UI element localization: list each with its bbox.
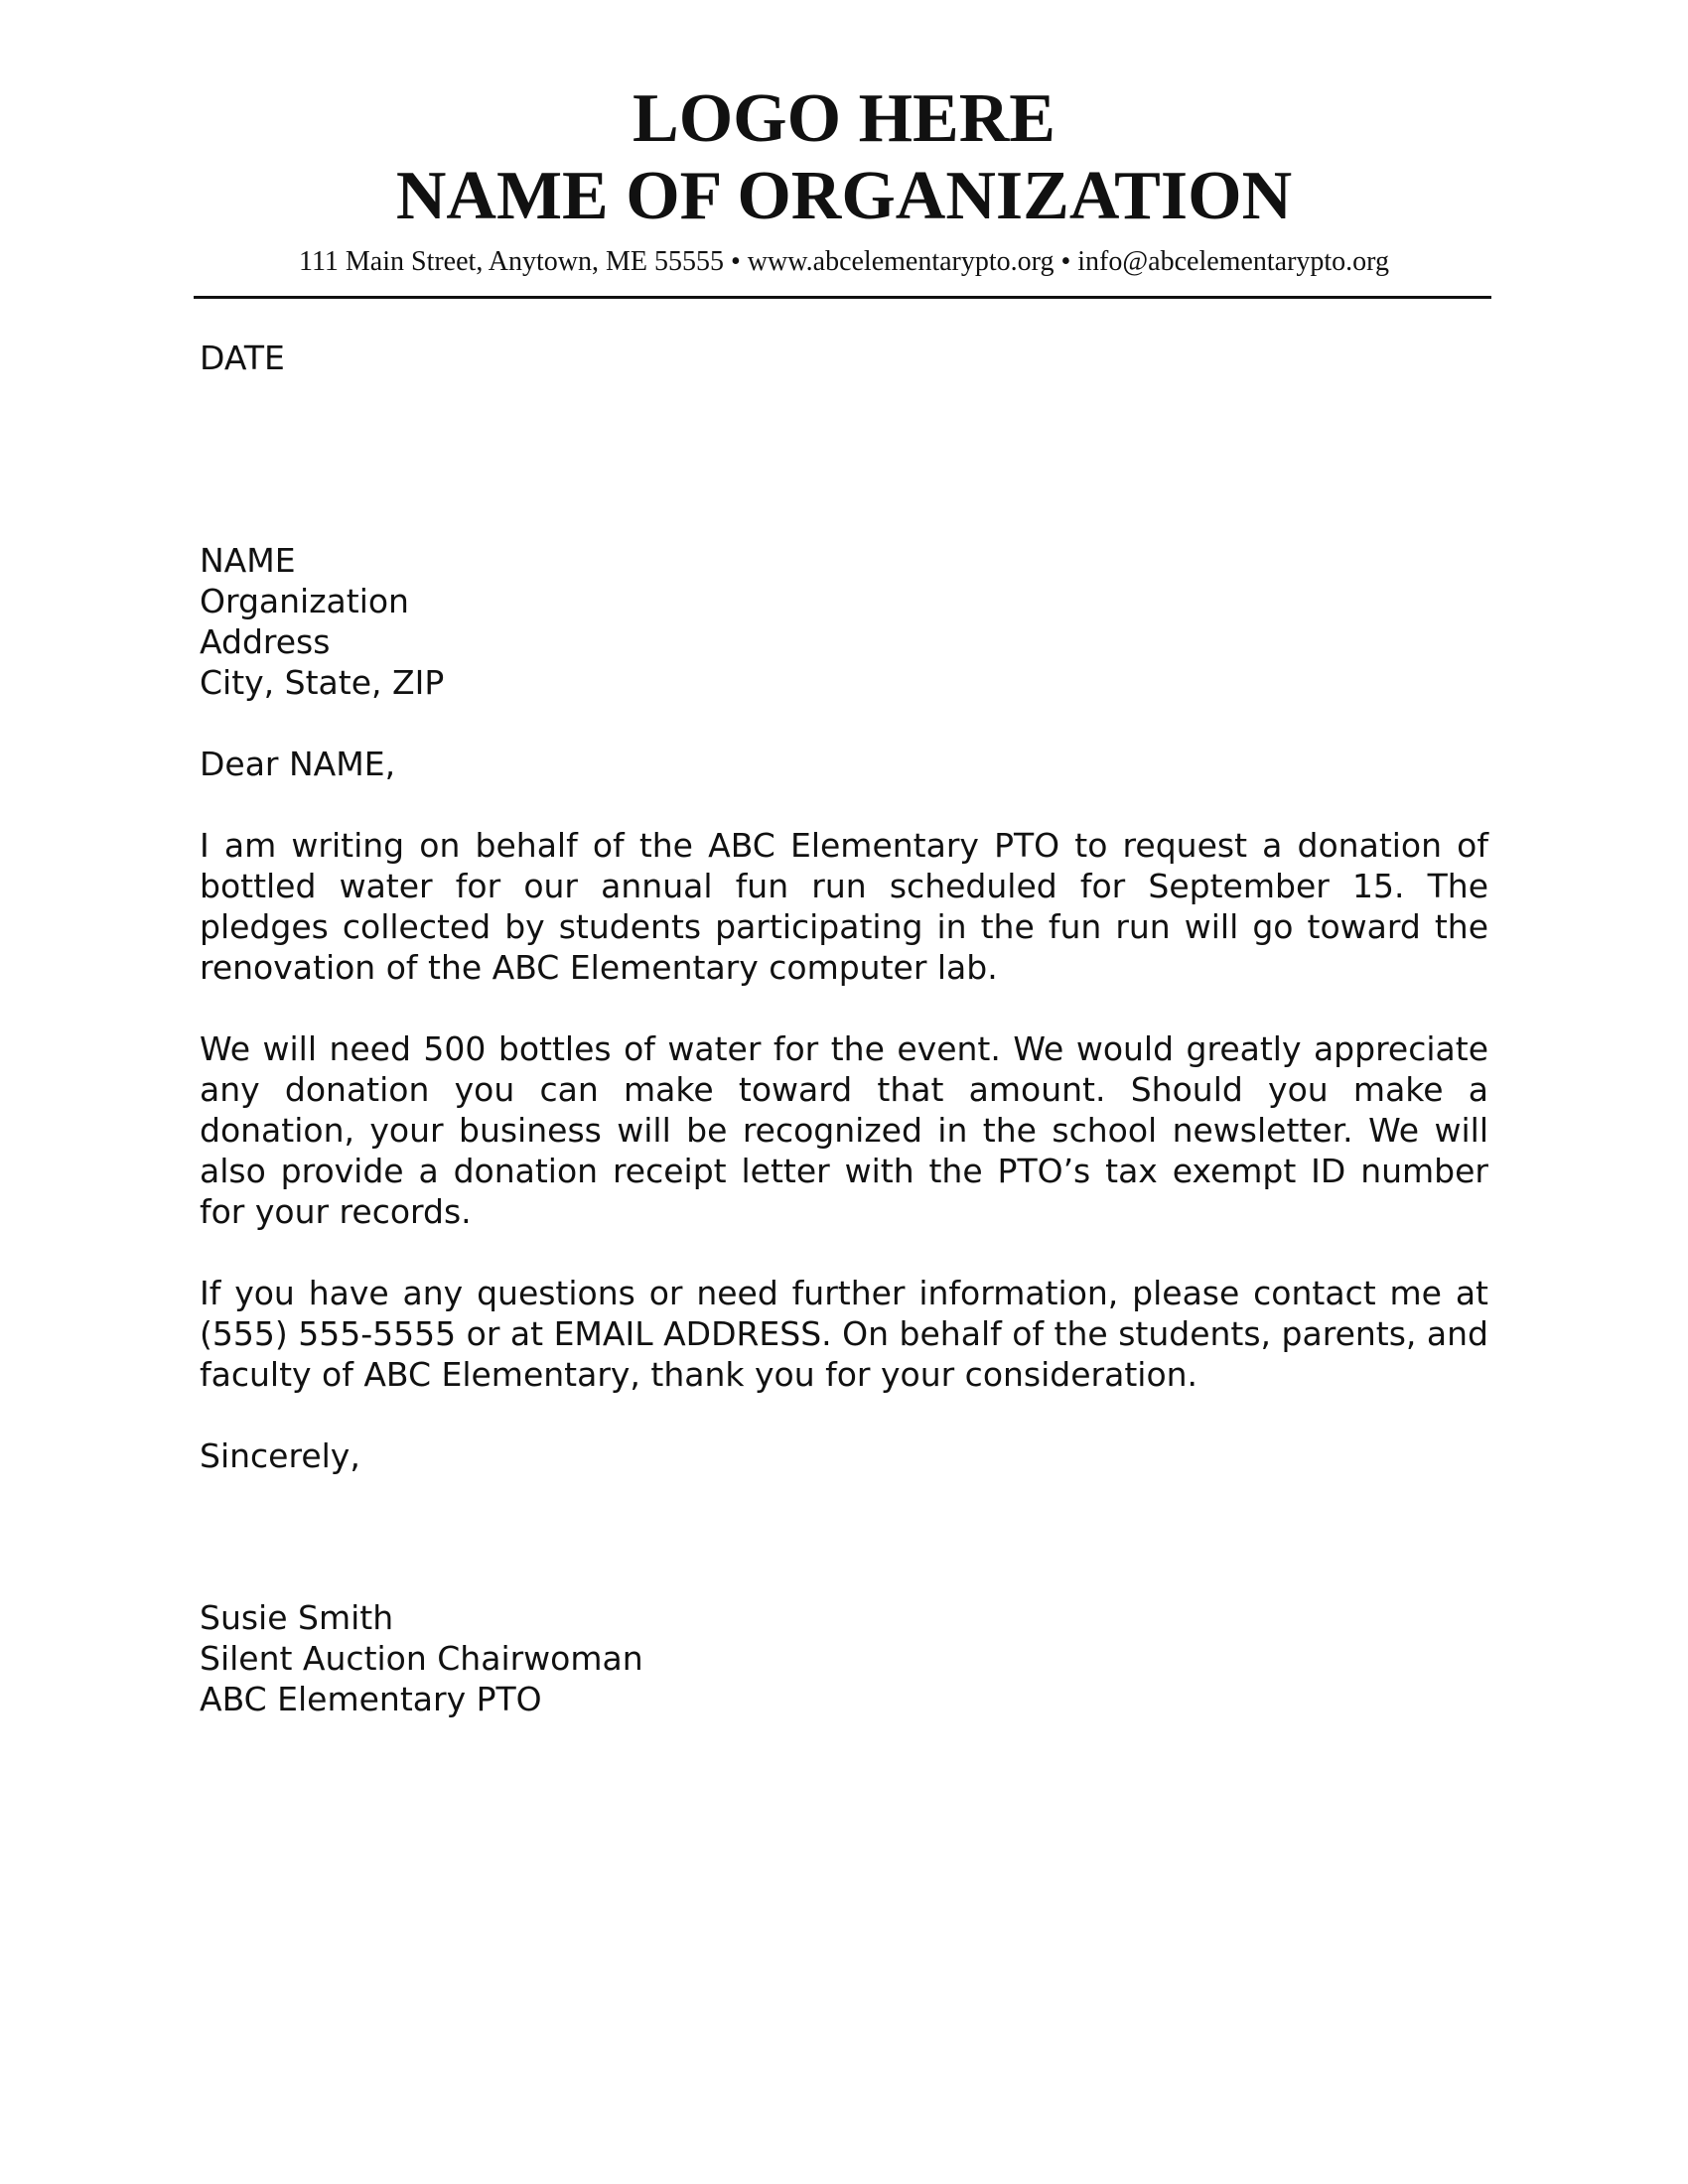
letterhead [0, 81, 1688, 280]
signer-organization: ABC Elementary PTO [200, 1680, 542, 1718]
body-paragraph: We will need 500 bottles of water for the event. We would greatly appreciate any donation you can make toward that amount. Should you make a donation, your business will be recognized in the school newsletter. We will also provide a donation receipt letter with the PTO’s tax exempt ID number for your records. [200, 1029, 1488, 1231]
body-paragraph: If you have any questions or need further information, please contact me at (555) 555-5555 or at EMAIL ADDRESS. On behalf of the students, parents, and faculty of ABC Elementary, thank you for your consideration. [200, 1274, 1488, 1394]
signer-name: Susie Smith [200, 1598, 394, 1637]
recipient-organization: Organization [200, 582, 409, 620]
letter-date: DATE [200, 339, 285, 377]
letter-body [200, 338, 1488, 1719]
salutation: Dear NAME, [200, 745, 396, 783]
closing: Sincerely, [200, 1436, 360, 1475]
signer-title: Silent Auction Chairwoman [200, 1639, 643, 1678]
recipient-address: Address [200, 622, 331, 661]
recipient-block [200, 540, 1488, 703]
organization-name: NAME OF ORGANIZATION [395, 158, 1293, 234]
contact-line: 111 Main Street, Anytown, ME 55555 • www.abcelementarypto.org • info@abcelementarypto.org [298, 246, 1389, 277]
logo-placeholder: LOGO HERE [633, 80, 1055, 157]
signature-block [200, 1597, 1488, 1719]
body-paragraph: I am writing on behalf of the ABC Elementary PTO to request a donation of bottled water for our annual fun run scheduled for September 15. The pledges collected by students participating in the fun run will go toward the renovation of the ABC Elementary computer lab. [200, 826, 1488, 987]
letterhead-divider [194, 296, 1491, 299]
recipient-name: NAME [200, 541, 296, 580]
recipient-city-state-zip: City, State, ZIP [200, 663, 445, 702]
